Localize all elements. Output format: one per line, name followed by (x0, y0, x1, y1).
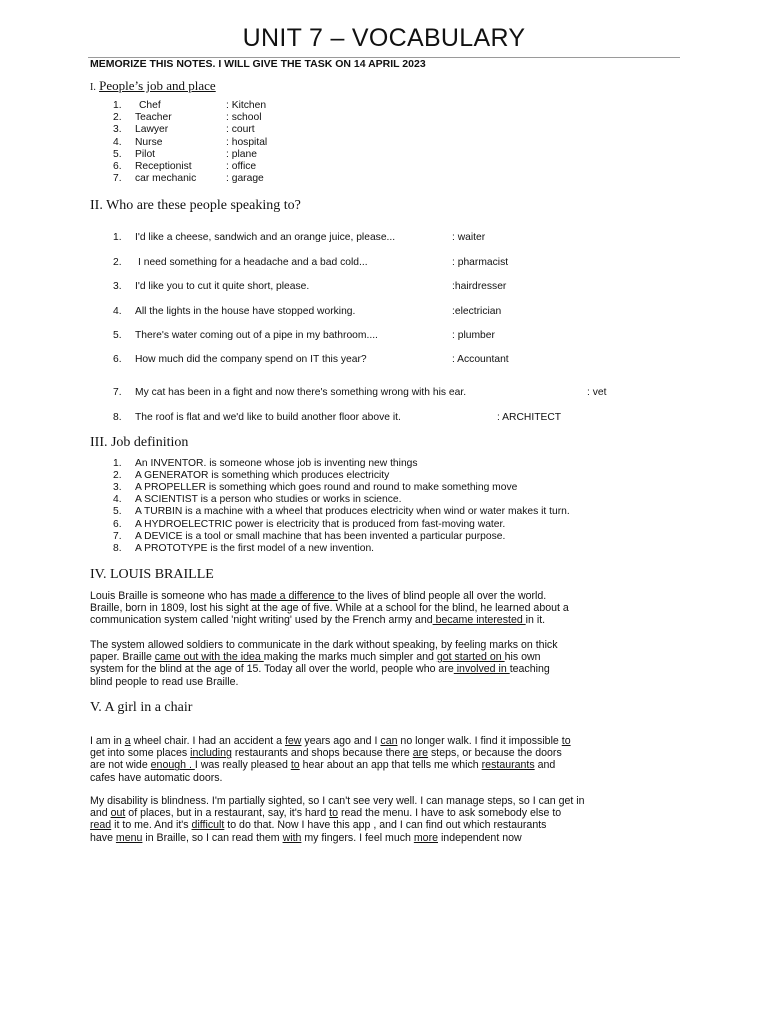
job-place: : court (226, 124, 255, 135)
paragraph-line (90, 819, 690, 831)
section-4-heading: IV. LOUIS BRAILLE (90, 567, 214, 582)
item-number: 3. (113, 281, 122, 292)
section-5-heading: V. A girl in a chair (90, 700, 193, 715)
text-segment: and (534, 759, 556, 772)
job-place: : plane (226, 149, 257, 160)
paragraph-line (90, 735, 690, 747)
answer-text: : plumber (452, 330, 495, 341)
text-segment: hear about an app that tells me which (299, 759, 482, 772)
job-name: car mechanic (135, 173, 197, 184)
text-segment: independent now (438, 831, 522, 844)
answer-text: :hairdresser (452, 281, 507, 292)
answer-text: : waiter (452, 232, 486, 243)
item-number: 3. (113, 124, 122, 135)
text-segment: in Braille, so I can read them (142, 831, 283, 844)
paragraph-line (90, 807, 690, 819)
item-number: 7. (113, 530, 122, 542)
text-segment: I am in (90, 735, 125, 747)
definition-text: A GENERATOR is something which produces electricity (135, 470, 390, 482)
text-segment: to do that. Now I have this app , and I can find out which restaurants (224, 819, 547, 832)
item-number: 7. (113, 173, 122, 184)
text-segment: no longer walk. I find it impossible (397, 735, 562, 747)
memo-note: MEMORIZE THIS NOTES. I WILL GIVE THE TASK ON 14 APRIL 2023 (90, 58, 426, 70)
item-number: 1. (113, 232, 122, 243)
definition-text: A PROTOTYPE is the first model of a new invention. (135, 542, 375, 554)
definition-text: A SCIENTIST is a person who studies or works in science. (135, 494, 402, 506)
paragraph-line (90, 832, 690, 844)
underlined-word: made a difference (250, 590, 338, 602)
section-1-number: I. (90, 82, 96, 93)
text-segment: my fingers. I feel much (301, 831, 414, 844)
job-name: Teacher (135, 112, 172, 123)
item-number: 7. (113, 387, 122, 398)
item-number: 8. (113, 542, 122, 554)
text-segment: his own (504, 651, 541, 664)
job-place: : garage (226, 173, 264, 184)
paragraph-line (90, 663, 690, 675)
text-segment: wheel chair. I had an accident a (130, 735, 285, 747)
text-segment: of places, but in a restaurant, say, it's hard (125, 807, 330, 820)
paragraph-line (90, 602, 690, 614)
job-place: : school (226, 112, 262, 123)
job-place: : Kitchen (226, 100, 267, 111)
text-segment: I was really pleased (194, 759, 291, 772)
underlined-word: including (190, 747, 232, 760)
statement-text: I'd like you to cut it quite short, please. (135, 281, 310, 292)
job-place: : hospital (226, 137, 268, 148)
underlined-word: menu (115, 831, 143, 844)
text-segment: cafes have automatic doors. (90, 771, 223, 784)
underlined-word: to (329, 807, 339, 820)
paragraph-line (90, 590, 690, 602)
item-number: 6. (113, 161, 122, 172)
job-name: Chef (139, 100, 161, 111)
statement-text: My cat has been in a fight and now there's something wrong with his ear. (135, 387, 467, 398)
section-1-title: People’s job and place (99, 78, 216, 93)
text-segment: blind people to read use Braille. (90, 675, 239, 688)
answer-text: : pharmacist (452, 257, 509, 268)
underlined-word: out (110, 807, 126, 820)
girl-paragraph-2 (90, 795, 690, 844)
text-segment: restaurants and shops because there (231, 747, 413, 760)
item-number: 6. (113, 518, 122, 530)
underlined-word: became interested (432, 614, 526, 627)
text-segment: years ago and I (301, 735, 381, 747)
underlined-word: can (380, 735, 398, 747)
underlined-word: are (412, 747, 429, 760)
job-name: Lawyer (135, 124, 169, 135)
underlined-word: with (282, 831, 302, 844)
text-segment: to the lives of blind people all over the world. (337, 590, 547, 602)
underlined-word: restaurants (481, 759, 535, 772)
job-name: Pilot (135, 149, 156, 160)
paragraph-line (90, 676, 690, 688)
statement-text: The roof is flat and we'd like to build another floor above it. (135, 412, 401, 423)
item-number: 2. (113, 470, 122, 482)
statement-text: I need something for a headache and a bad cold... (138, 257, 368, 268)
job-place: : office (226, 161, 257, 172)
definition-text: A TURBIN is a machine with a wheel that produces electricity when wind or water makes it turn. (135, 506, 570, 518)
statement-text: How much did the company spend on IT this year? (135, 354, 367, 365)
section-1-heading (90, 78, 216, 94)
paragraph-line (90, 639, 690, 651)
underlined-word: to (561, 735, 571, 747)
text-segment: making the marks much simpler and (263, 651, 437, 664)
section-3-heading: III. Job definition (90, 435, 189, 450)
text-segment: in it. (525, 614, 546, 627)
text-segment: and (90, 807, 111, 820)
definition-text: A DEVICE is a tool or small machine that has been invented a particular purpose. (135, 530, 506, 542)
item-number: 6. (113, 354, 122, 365)
paragraph-line (90, 772, 690, 784)
item-number: 5. (113, 506, 122, 518)
item-number: 2. (113, 257, 122, 268)
text-segment: it to me. And it's (111, 819, 192, 832)
item-number: 1. (113, 100, 122, 111)
section-2-heading: II. Who are these people speaking to? (90, 198, 301, 213)
underlined-word: a (124, 735, 131, 747)
paragraph-line (90, 651, 690, 663)
item-number: 4. (113, 494, 122, 506)
item-number: 5. (113, 330, 122, 341)
definition-text: A PROPELLER is something which goes round and round to make something move (135, 482, 518, 494)
job-name: Nurse (135, 137, 163, 148)
text-segment: teaching (509, 663, 550, 676)
girl-paragraph-1 (90, 735, 690, 784)
underlined-word: enough . (150, 759, 195, 772)
underlined-word: involved in (453, 663, 510, 676)
paragraph-line (90, 747, 690, 759)
text-segment: have (90, 831, 116, 844)
item-number: 3. (113, 482, 122, 494)
item-number: 5. (113, 149, 122, 160)
text-segment: Louis Braille is someone who has (90, 590, 251, 602)
text-segment: read the menu. I have to ask somebody else to (338, 807, 562, 820)
answer-text: : ARCHITECT (497, 412, 562, 423)
underlined-word: difficult (191, 819, 225, 832)
underlined-word: read (90, 819, 112, 832)
text-segment: get into some places (90, 747, 191, 760)
page-title: UNIT 7 – VOCABULARY (242, 24, 526, 52)
text-segment: communication system called 'night writing' used by the French army and (90, 614, 433, 627)
text-segment: My disability is blindness. I'm partially sighted, so I can't see very well. I can manage steps, so I can get in (90, 795, 585, 807)
definition-text: An INVENTOR. is someone whose job is inventing new things (135, 458, 418, 469)
answer-text: :electrician (452, 306, 502, 317)
answer-text: : Accountant (452, 354, 509, 365)
text-segment: paper. Braille (90, 651, 155, 664)
braille-paragraph-2 (90, 639, 690, 688)
job-name: Receptionist (135, 161, 192, 172)
underlined-word: few (284, 735, 302, 747)
braille-paragraph-1 (90, 590, 690, 627)
statement-text: There's water coming out of a pipe in my bathroom.... (135, 330, 378, 341)
text-segment: are not wide (90, 759, 151, 772)
underlined-word: to (290, 759, 300, 772)
statement-text: All the lights in the house have stopped working. (135, 306, 356, 317)
underlined-word: came out with the idea (154, 651, 264, 664)
item-number: 4. (113, 306, 122, 317)
underlined-word: got started on (436, 651, 505, 664)
answer-text: : vet (587, 387, 607, 398)
statement-text: I'd like a cheese, sandwich and an orange juice, please... (135, 232, 396, 243)
paragraph-line (90, 759, 690, 771)
text-segment: The system allowed soldiers to communicate in the dark without speaking, by feeling marks on thick (90, 639, 558, 651)
paragraph-line (90, 614, 690, 626)
text-segment: Braille, born in 1809, lost his sight at the age of five. While at a school for the blind, he learned about a (90, 602, 569, 615)
item-number: 8. (113, 412, 122, 423)
item-number: 1. (113, 458, 122, 469)
item-number: 2. (113, 112, 122, 123)
definition-text: A HYDROELECTRIC power is electricity that is produced from fast-moving water. (135, 518, 506, 530)
text-segment: steps, or because the doors (428, 747, 562, 760)
paragraph-line (90, 795, 690, 807)
text-segment: system for the blind at the age of 15. Today all over the world, people who are (90, 663, 454, 676)
item-number: 4. (113, 137, 122, 148)
underlined-word: more (413, 831, 438, 844)
